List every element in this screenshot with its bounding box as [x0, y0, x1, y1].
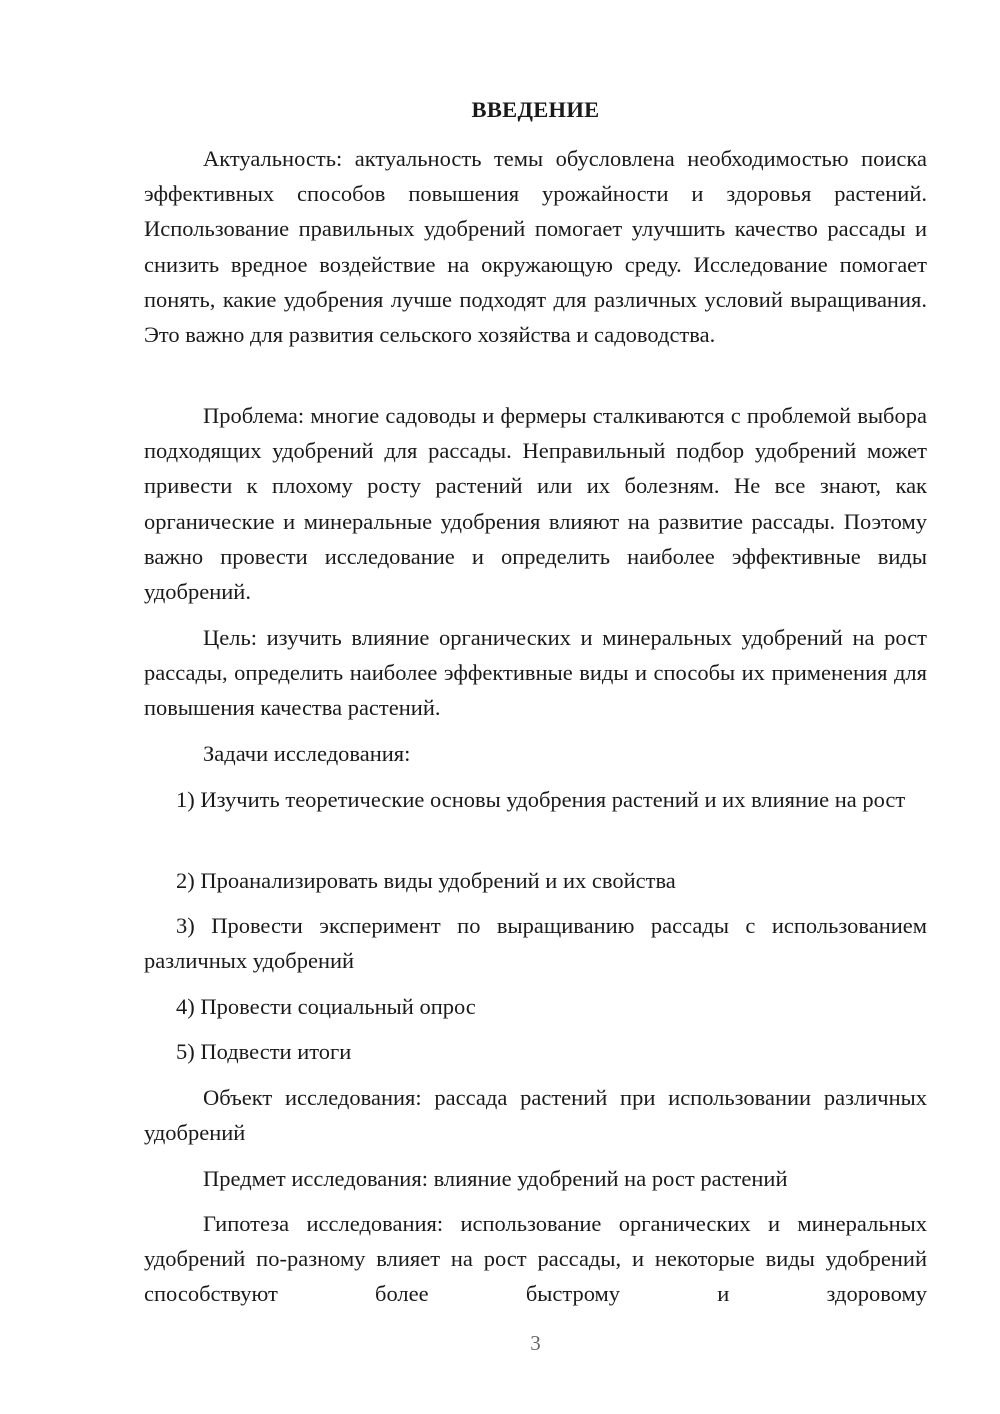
- task-item-4: 4) Провести социальный опрос: [176, 994, 476, 1019]
- section-heading: ВВЕДЕНИЕ: [471, 97, 600, 122]
- subject-paragraph: Предмет исследования: влияние удобрений на рост растений: [203, 1166, 788, 1191]
- tasks-title: Задачи исследования:: [203, 741, 411, 766]
- task-item-5: 5) Подвести итоги: [176, 1039, 352, 1064]
- goal-paragraph: Цель: изучить влияние органических и минеральных удобрений на рост рассады, определить наиболее эффективные виды и способы их применения для повышения качества растений.: [144, 625, 927, 721]
- task-item-3: 3) Провести эксперимент по выращиванию рассады с использованием различных удобрений: [144, 913, 927, 974]
- relevance-paragraph: Актуальность: актуальность темы обусловлена необходимостью поиска эффективных способов повышения урожайности и здоровья растений. Использование правильных удобрений помогает улучшить качество рассады и снизить вредное воздействие на окружающую среду. Исследование помогает понять, какие удобрения лучше подходят для различных условий выращивания. Это важно для развития сельского хозяйства и садоводства.: [144, 146, 927, 348]
- document-page: [144, 0, 927, 1414]
- task-item-2: 2) Проанализировать виды удобрений и их свойства: [176, 868, 676, 893]
- problem-paragraph: Проблема: многие садоводы и фермеры сталкиваются с проблемой выбора подходящих удобрений для рассады. Неправильный подбор удобрений может привести к плохому росту растений или их болезням. Не все знают, как органические и минеральные удобрения влияют на развитие рассады. Поэтому важно провести исследование и определить наиболее эффективные виды удобрений.: [144, 403, 927, 605]
- object-paragraph: Объект исследования: рассада растений при использовании различных удобрений: [144, 1085, 927, 1146]
- hypothesis-paragraph: Гипотеза исследования: использование органических и минеральных удобрений по-разному влияет на рост рассады, и некоторые виды удобрений способствуют более быстрому и здоровому: [144, 1211, 927, 1307]
- task-item-1: 1) Изучить теоретические основы удобрения растений и их влияние на рост: [176, 787, 906, 812]
- page-number: 3: [530, 1331, 541, 1355]
